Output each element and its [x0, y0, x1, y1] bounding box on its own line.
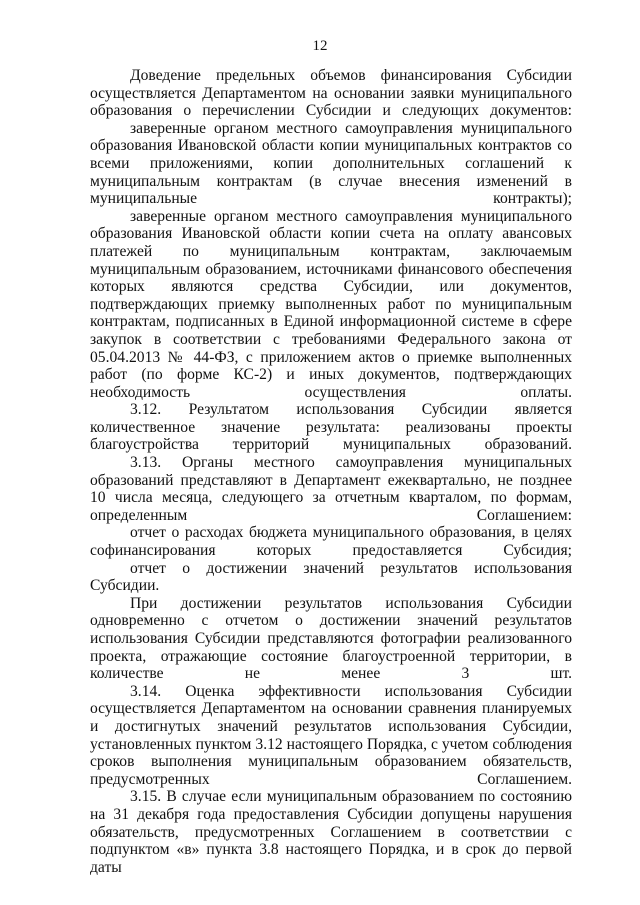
text-line: оплаты.	[520, 383, 572, 401]
text-line: обязательств, предусмотренных Соглашением в соответствии с	[90, 823, 572, 841]
paragraph-3-12	[90, 401, 572, 454]
text-line: Доведение предельных объемов финансирования Субсидии	[130, 67, 572, 84]
text-line: муниципальные контракты);	[90, 190, 572, 208]
paragraph-3-14	[90, 683, 572, 789]
text-line: определенным Соглашением:	[90, 506, 572, 524]
paragraph-funding-intro	[90, 67, 572, 120]
text-line: образованием, источниками финансового обеспечения которых являются	[90, 260, 572, 296]
text-line: 3.15. В случае если муниципальным образованием по состоянию на	[90, 788, 572, 823]
text-line: 10 числа месяца, следующего за отчетным кварталом, по формам,	[90, 489, 572, 507]
paragraph-3-15	[90, 788, 572, 876]
text-line: приложением актов о приемке выполненных работ (по форме КС-2) и	[90, 348, 572, 384]
document-body	[90, 67, 572, 876]
text-line: выполненных работ по муниципальным контрактам, подписанных в	[90, 295, 573, 331]
text-line: достигнутых значений результатов использования Субсидии,	[114, 717, 572, 735]
text-line: подпунктом «в» пункта 3.8 настоящего Порядка, и в срок до первой даты	[90, 841, 572, 876]
text-line: всеми приложениями, копии дополнительных соглашений к	[90, 154, 572, 172]
paragraph-3-13	[90, 454, 572, 524]
text-line: использования Субсидии представляются фотографии реализованного	[90, 630, 572, 647]
text-line: сроков выполнения муниципальным образованием обязательств,	[90, 753, 572, 771]
text-line: образований представляют в Департамент ежеквартально, не позднее	[90, 471, 572, 489]
text-line: муниципальным контрактам (в случае внесения изменений в	[90, 172, 572, 190]
page-number: 12	[312, 38, 328, 54]
text-line: 31 декабря года предоставления Субсидии допущены нарушения	[113, 805, 572, 823]
text-line: заверенные органом местного самоуправления муниципального	[130, 207, 572, 225]
text-line: средства Субсидии, или документов, подтверждающих приемку	[90, 278, 572, 313]
text-line: требованиями Федерального закона от 05.04.2013 № 44-ФЗ, с	[90, 330, 572, 366]
text-line: Единой информационной системе в сфере закупок в соответствии с	[90, 313, 572, 348]
paragraph-photos	[90, 595, 572, 683]
text-line: благоустройства территорий муниципальных образований.	[90, 436, 572, 454]
text-line: предусмотренных Соглашением.	[90, 770, 572, 788]
text-line: платежей по муниципальным контрактам, заключаемым муниципальным	[90, 242, 572, 278]
paragraph-contract-copies	[90, 120, 572, 208]
text-line: одновременно с отчетом о достижении значений результатов	[90, 612, 572, 630]
text-line: 3.14. Оценка эффективности использования Субсидии	[130, 682, 572, 700]
text-line: проекта, отражающие состояние благоустроенной территории, в	[90, 647, 572, 665]
text-line: При достижении результатов использования Субсидии	[130, 594, 572, 612]
text-line: 3.13. Органы местного самоуправления муниципальных	[130, 454, 572, 472]
text-line: количественное значение результата: реализованы проекты	[90, 418, 572, 436]
text-line: осуществляется Департаментом на основании сравнения планируемых и	[90, 700, 572, 735]
text-line: количестве не менее 3 шт.	[90, 665, 572, 683]
text-line: софинансирования которых предоставляется Субсидия;	[90, 542, 572, 560]
text-line: образования Ивановской области копии счета на оплату авансовых	[90, 225, 572, 243]
text-line: иных документов, подтверждающих необходимость осуществления	[90, 366, 572, 401]
paragraph-invoice-copies	[90, 208, 572, 402]
text-line: отчет о расходах бюджета муниципального образования, в целях	[130, 524, 572, 542]
text-line: заверенные органом местного самоуправления муниципального	[130, 119, 572, 137]
text-line: установленных пунктом 3.12 настоящего Порядка, с учетом соблюдения	[90, 735, 572, 753]
paragraph-results-report	[90, 560, 572, 595]
text-line: отчет о достижении значений результатов использования Субсидии.	[90, 559, 572, 595]
paragraph-expense-report	[90, 524, 572, 559]
text-line: образования о перечислении Субсидии и следующих документов:	[90, 102, 572, 120]
text-line: образования Ивановской области копии муниципальных контрактов со	[90, 137, 572, 155]
text-line: 3.12. Результатом использования Субсидии является	[130, 401, 572, 419]
text-line: осуществляется Департаментом на основании заявки муниципального	[90, 84, 572, 102]
